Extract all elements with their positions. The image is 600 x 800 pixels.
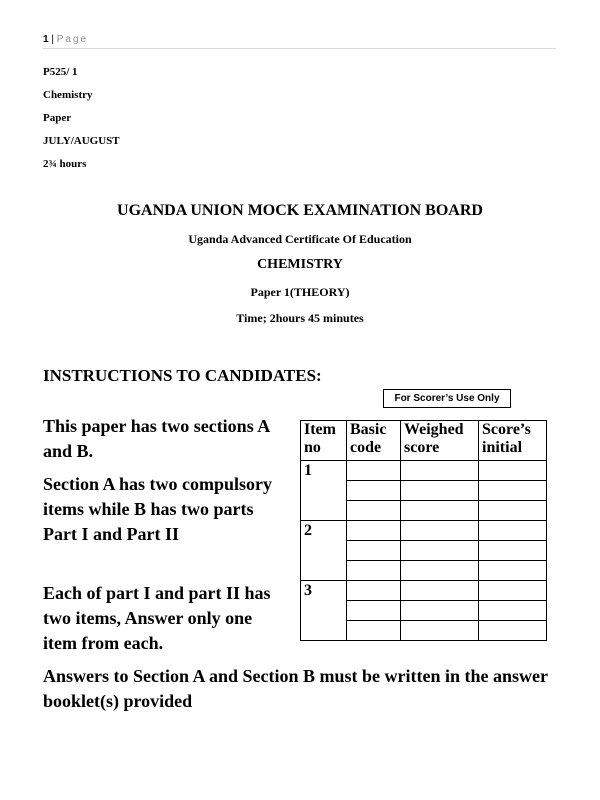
scorer-use-box: For Scorer’s Use Only: [383, 389, 511, 408]
initial-cell: [479, 481, 547, 501]
weighed-score-cell: [401, 521, 479, 541]
item-number-cell: 2: [301, 521, 347, 581]
instruction-parts: Each of part I and part II has two items, Answer only one item from each.: [43, 583, 271, 653]
weighed-score-cell: [401, 501, 479, 521]
page-header: [43, 34, 556, 49]
certificate-title: Uganda Advanced Certificate Of Education: [188, 232, 412, 246]
answer-booklet-instruction: Answers to Section A and Section B must be written in the answer booklet(s) provided: [43, 666, 548, 711]
header-scores-initial: Score’s initial: [479, 421, 547, 461]
board-title: UGANDA UNION MOCK EXAMINATION BOARD: [117, 202, 483, 219]
instruction-sections: This paper has two sections A and B.: [43, 416, 270, 461]
page-number: 1: [43, 34, 49, 45]
header-basic-code: Basic code: [347, 421, 401, 461]
header-item-no: Item no: [301, 421, 347, 461]
duration-line: 2¾ hours: [43, 158, 87, 170]
initial-cell: [479, 541, 547, 561]
item-number-cell: 1: [301, 461, 347, 521]
table-row: [301, 521, 547, 541]
page-word: Page: [56, 34, 89, 45]
item-number-cell: 3: [301, 581, 347, 641]
initial-cell: [479, 561, 547, 581]
initial-cell: [479, 601, 547, 621]
subject-line: Chemistry: [43, 89, 93, 101]
initial-cell: [479, 621, 547, 641]
weighed-score-cell: [401, 461, 479, 481]
basic-code-cell: [347, 481, 401, 501]
basic-code-cell: [347, 621, 401, 641]
page-separator: |: [51, 34, 54, 45]
paper-code: P525/ 1: [43, 66, 78, 78]
initial-cell: [479, 521, 547, 541]
session-line: JULY/AUGUST: [43, 135, 120, 147]
table-row: [301, 461, 547, 481]
basic-code-cell: [347, 561, 401, 581]
basic-code-cell: [347, 501, 401, 521]
instructions-heading: INSTRUCTIONS TO CANDIDATES:: [43, 366, 322, 385]
table-row: [301, 581, 547, 601]
weighed-score-cell: [401, 621, 479, 641]
weighed-score-cell: [401, 581, 479, 601]
header-weighed-score: Weighed score: [401, 421, 479, 461]
weighed-score-cell: [401, 561, 479, 581]
weighed-score-cell: [401, 601, 479, 621]
score-table: [300, 420, 547, 641]
basic-code-cell: [347, 461, 401, 481]
basic-code-cell: [347, 541, 401, 561]
basic-code-cell: [347, 601, 401, 621]
initial-cell: [479, 501, 547, 521]
paper-line: Paper: [43, 112, 72, 124]
basic-code-cell: [347, 581, 401, 601]
time-title: Time; 2hours 45 minutes: [236, 311, 364, 325]
basic-code-cell: [347, 521, 401, 541]
initial-cell: [479, 461, 547, 481]
weighed-score-cell: [401, 481, 479, 501]
weighed-score-cell: [401, 541, 479, 561]
initial-cell: [479, 581, 547, 601]
instruction-section-a: Section A has two compulsory items while B has two parts Part I and Part II: [43, 474, 273, 544]
score-table-header: [301, 421, 547, 461]
paper-title: Paper 1(THEORY): [250, 285, 350, 299]
subject-title: CHEMISTRY: [257, 257, 343, 272]
